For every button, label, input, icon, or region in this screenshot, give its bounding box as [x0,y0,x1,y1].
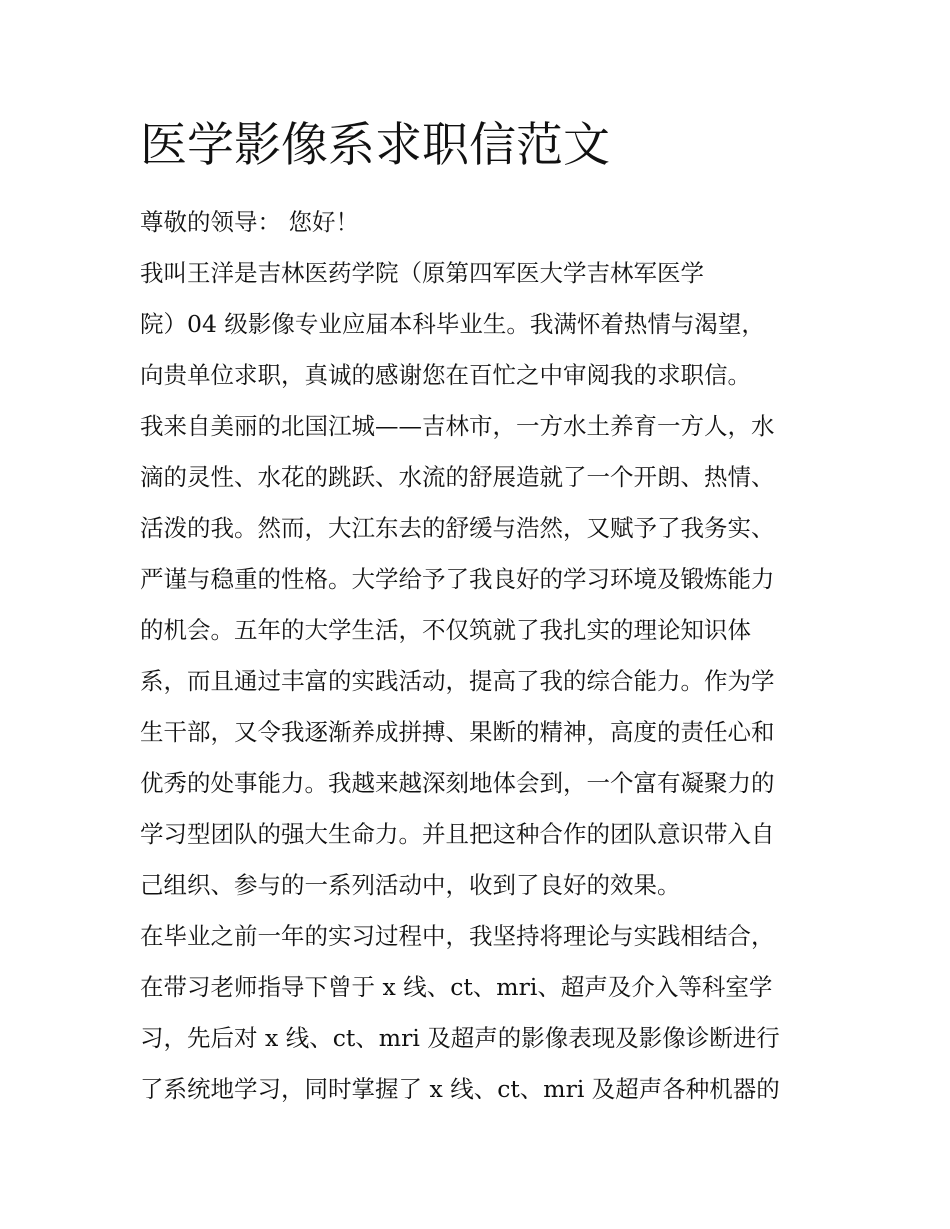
body-line: 生干部，又令我逐渐养成拼搏、果断的精神，高度的责任心和 [140,718,775,746]
body-line: 了系统地学习，同时掌握了 x 线、ct、mri 及超声各种机器的 [140,1075,780,1103]
body-line: 习，先后对 x 线、ct、mri 及超声的影像表现及影像诊断进行 [140,1024,780,1052]
body-line: 我叫王洋是吉林医药学院（原第四军医大学吉林军医学 [140,259,704,287]
body-line: 的机会。五年的大学生活，不仅筑就了我扎实的理论知识体 [140,616,751,644]
body-line: 向贵单位求职，真诚的感谢您在百忙之中审阅我的求职信。 [140,361,751,389]
body-line: 系，而且通过丰富的实践活动，提高了我的综合能力。作为学 [140,667,775,695]
body-line: 在毕业之前一年的实习过程中，我坚持将理论与实践相结合， [140,922,775,950]
body-line: 在带习老师指导下曾于 x 线、ct、mri、超声及介入等科室学 [140,973,773,1001]
body-line: 学习型团队的强大生命力。并且把这种合作的团队意识带入自 [140,820,775,848]
body-line: 滴的灵性、水花的跳跃、水流的舒展造就了一个开朗、热情、 [140,463,775,491]
body-line-greeting: 尊敬的领导： 您好！ [140,208,359,236]
body-line: 活泼的我。然而，大江东去的舒缓与浩然，又赋予了我务实、 [140,514,775,542]
body-line: 优秀的处事能力。我越来越深刻地体会到，一个富有凝聚力的 [140,769,775,797]
body-line: 严谨与稳重的性格。大学给予了我良好的学习环境及锻炼能力 [140,565,775,593]
body-line: 院）04 级影像专业应届本科毕业生。我满怀着热情与渴望， [140,310,765,338]
body-line: 我来自美丽的北国江城——吉林市，一方水土养育一方人，水 [140,412,775,440]
body-line: 己组织、参与的一系列活动中，收到了良好的效果。 [140,871,681,899]
document-title: 医学影像系求职信范文 [140,118,610,173]
